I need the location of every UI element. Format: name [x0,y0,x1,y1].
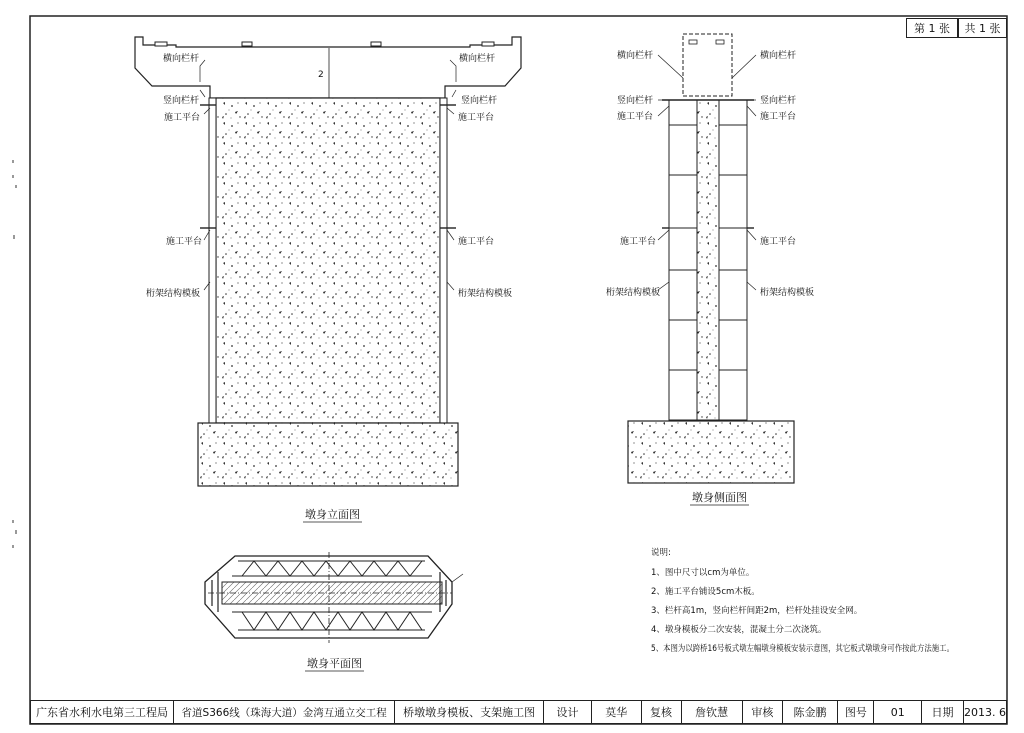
notes-title: 说明: [651,548,671,558]
pier-elevation [135,37,521,522]
label-formwork-left: 桁架结构模板 [146,289,201,299]
elevation-caption: 墩身立面图 [305,508,360,521]
company-name: 广东省水利水电第三工程局 [31,701,174,723]
check-label: 复核 [642,701,682,723]
review-label: 审核 [743,701,783,723]
side-label-vertical-rail-right: 竖向栏杆 [760,96,797,106]
left-formwork [209,98,216,423]
title-block [30,700,1007,724]
checker-name: 詹钦慧 [682,701,743,723]
side-label-platform-top-right: 施工平台 [760,112,797,122]
side-label-platform-mid-right: 施工平台 [760,237,797,247]
pier-shaft [216,98,440,423]
binding-marks [13,160,16,548]
label-platform-top-left: 施工平台 [164,113,201,123]
label-horizontal-rail-right: 横向栏杆 [459,54,496,64]
designer-name: 莫华 [592,701,642,723]
side-caption: 墩身侧面图 [692,491,747,504]
side-label-platform-mid-left: 施工平台 [620,237,657,247]
design-label: 设计 [544,701,592,723]
pier-side-view [606,34,814,505]
label-formwork-right: 桁架结构模板 [458,289,513,299]
reviewer-name: 陈金鹏 [783,701,839,723]
plan-caption: 墩身平面图 [307,657,362,670]
pier-footing [198,423,458,486]
sheet-total-count: 共 1 张 [958,18,1007,38]
label-platform-top-right: 施工平台 [458,113,495,123]
side-left-panels [669,100,697,420]
notes-block [651,547,999,654]
cap-dim-text: 2 [318,70,324,80]
label-vertical-rail-right: 竖向栏杆 [461,96,498,106]
side-label-horizontal-rail-right: 横向栏杆 [760,51,797,61]
pier-cap [135,37,521,98]
note-item: 1、图中尺寸以cm为单位。 [651,568,755,578]
label-horizontal-rail-left: 横向栏杆 [163,54,200,64]
sheet-page-number: 第 1 张 [906,18,958,38]
project-name: 省道S366线（珠海大道）金湾互通立交工程 [174,701,395,723]
date-label: 日期 [922,701,964,723]
side-label-vertical-rail-left: 竖向栏杆 [617,96,654,106]
drawing-number-label: 图号 [838,701,874,723]
label-platform-mid-left: 施工平台 [166,237,203,247]
note-item: 2、施工平台铺设5cm木板。 [651,587,760,597]
drawing-title: 桥墩墩身模板、支架施工图 [395,701,544,723]
drawing-number: 01 [874,701,922,723]
side-label-platform-top-left: 施工平台 [617,112,654,122]
label-vertical-rail-left: 竖向栏杆 [163,96,200,106]
note-item: 5、本图为以跨桥16号板式墩左幅墩身模板安装示意图，其它板式墩墩身可作按此方法施工。 [651,644,999,654]
side-right-panels [719,100,747,420]
right-formwork [440,98,447,423]
drawing-date: 2013. 6 [963,705,1006,719]
side-footing [628,421,794,483]
side-label-formwork-left: 桁架结构模板 [606,288,661,298]
note-item: 3、栏杆高1m，竖向栏杆间距2m，栏杆处挂设安全网。 [651,606,863,616]
side-label-horizontal-rail-left: 横向栏杆 [617,51,654,61]
side-cap [683,34,732,96]
pier-plan [205,552,463,643]
note-item: 4、墩身模板分二次安装，混凝土分二次浇筑。 [651,625,827,635]
side-shaft [697,100,719,420]
label-platform-mid-right: 施工平台 [458,237,495,247]
side-label-formwork-right: 桁架结构模板 [760,288,815,298]
